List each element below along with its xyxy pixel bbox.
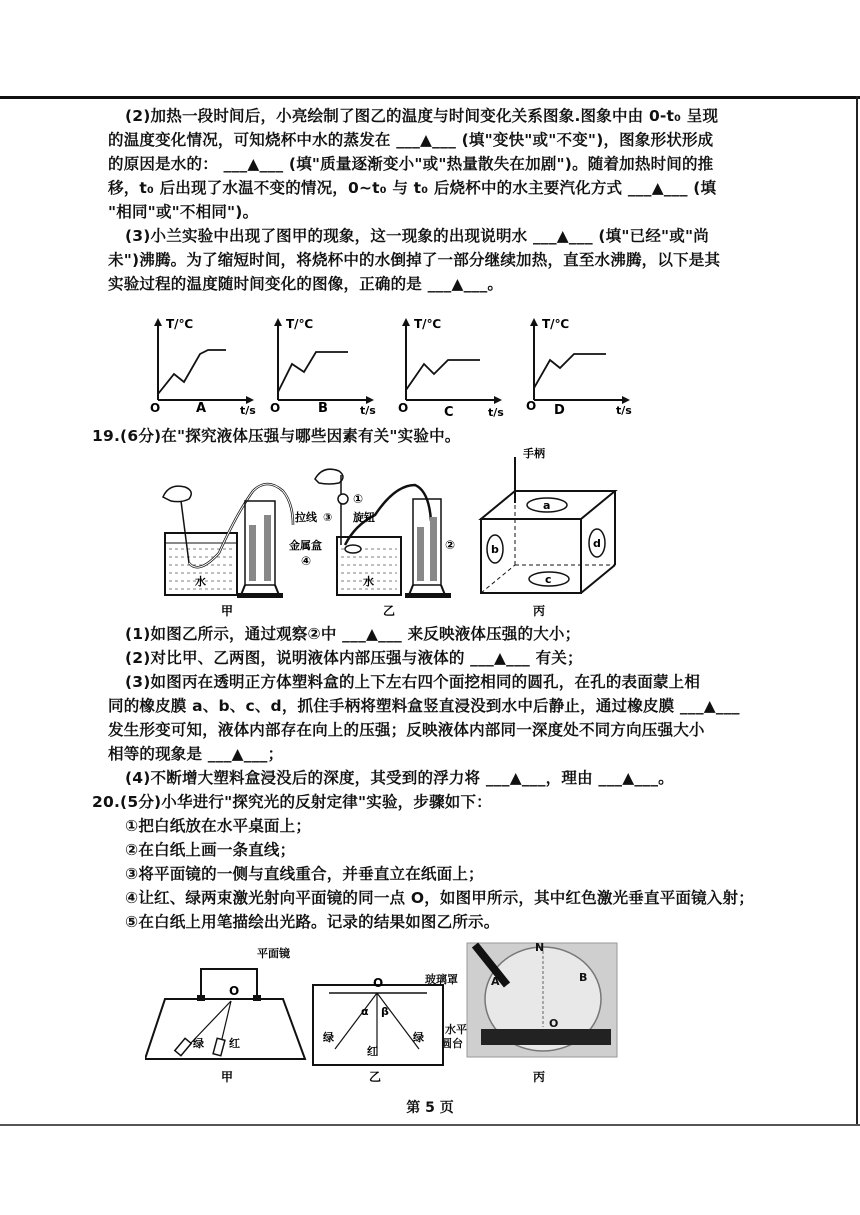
q19-title: 19.(6分)在"探究液体压强与哪些因素有关"实验中。 — [92, 427, 461, 445]
q20-figure-jia — [145, 946, 305, 1084]
q20-step4: ④让红、绿两束激光射向平面镜的同一点 O，如图甲所示，其中红色激光垂直平面镜入射； — [125, 889, 754, 907]
q20-bing-caption: 丙 — [533, 1070, 546, 1084]
q20-bing-o-label: O — [549, 1017, 559, 1030]
q20-yi-caption: 乙 — [369, 1070, 382, 1084]
yi-knob-label: 旋钮 — [353, 511, 375, 524]
bing-caption: 丙 — [533, 604, 546, 618]
graph-d-ylabel: T/℃ — [542, 317, 570, 331]
graph-b-ylabel: T/℃ — [286, 317, 314, 331]
q20-figure-yi — [313, 976, 443, 1084]
q20-yi-alpha: α — [361, 1005, 369, 1018]
q18-part3-line2: 未")沸腾。为了缩短时间，将烧杯中的水倒掉了一部分继续加热，直至水沸腾，以下是其 — [108, 251, 721, 269]
yi-pull-line-label: 拉线 — [295, 511, 317, 524]
q20-yi-green2: 绿 — [413, 1031, 424, 1044]
q20-jia-red-label: 红 — [229, 1037, 240, 1050]
q20-step2: ②在白纸上画一条直线； — [125, 841, 296, 859]
q20-bing-a-label: A — [491, 975, 500, 988]
q20-bing-horizontal-label: 水平 — [445, 1023, 467, 1036]
q18-part3-line1: (3)小兰实验中出现了图甲的现象，这一现象的出现说明水 ___▲___ (填"已经"或"尚 — [125, 227, 709, 245]
graph-d-origin: O — [526, 399, 537, 413]
yi-circle2: ② — [445, 538, 456, 552]
q18-part2-line3: 的原因是水的： ___▲___ (填"质量逐渐变小"或"热量散失在加剧")。随着加热时间的推 — [108, 155, 714, 173]
figure-bing — [481, 446, 615, 618]
q19-line3: (3)如图丙在透明正方体塑料盒的上下左右四个面挖相同的圆孔，在孔的表面蒙上相 — [125, 673, 701, 691]
q20-bing-glass-label: 玻璃罩 — [425, 973, 458, 986]
yi-caption: 乙 — [383, 604, 396, 618]
graph-a — [150, 317, 256, 417]
page-number: 第 5 页 — [406, 1100, 454, 1116]
q20-jia-mirror-label: 平面镜 — [257, 947, 290, 960]
yi-circle1: ① — [353, 492, 364, 506]
q19-line5: 发生形变可知，液体内部存在向上的压强；反映液体内部同一深度处不同方向压强大小 — [108, 721, 705, 739]
q19-line7: (4)不断增大塑料盒浸没后的深度，其受到的浮力将 ___▲___，理由 ___▲___。 — [125, 769, 674, 787]
q20-jia-green-label: 绿 — [193, 1037, 204, 1050]
membrane-b-label: b — [491, 543, 499, 556]
graph-b-option: B — [318, 401, 328, 416]
yi-circle4: ④ — [301, 554, 312, 568]
graph-c-option: C — [444, 405, 454, 420]
q20-step5: ⑤在白纸上用笔描绘出光路。记录的结果如图乙所示。 — [125, 913, 500, 931]
figure-jia — [163, 484, 293, 618]
jia-caption: 甲 — [221, 604, 234, 618]
q19-figures — [145, 445, 625, 620]
graph-d — [526, 317, 632, 418]
graph-c-ylabel: T/℃ — [414, 317, 442, 331]
q20-title: 20.(5分)小华进行"探究光的反射定律"实验，步骤如下： — [92, 793, 492, 811]
q20-bing-disc-label: 圆台 — [441, 1037, 463, 1050]
q20-yi-o-label: O — [373, 976, 384, 990]
bing-handle-label: 手柄 — [523, 447, 545, 460]
membrane-a-label: a — [543, 499, 551, 512]
scan-bottom-edge — [0, 1124, 860, 1126]
graph-b-xlabel: t/s — [360, 404, 376, 417]
q20-yi-beta: β — [381, 1005, 389, 1018]
graph-c-xlabel: t/s — [488, 406, 504, 419]
graph-b-origin: O — [270, 401, 281, 415]
q20-step3: ③将平面镜的一侧与直线重合，并垂直立在纸面上； — [125, 865, 484, 883]
q18-part2-line4: 移，t₀ 后出现了水温不变的情况，0~t₀ 与 t₀ 后烧杯中的水主要汽化方式 ___▲___ (填 — [108, 179, 717, 197]
temperature-graphs — [140, 312, 660, 420]
q20-yi-green1: 绿 — [323, 1031, 334, 1044]
graph-a-option: A — [196, 401, 207, 416]
q20-jia-caption: 甲 — [221, 1070, 234, 1084]
q20-bing-n-label: N — [535, 941, 545, 954]
q20-figure-bing — [425, 941, 617, 1084]
graph-a-ylabel: T/℃ — [166, 317, 194, 331]
scan-edge — [856, 96, 858, 1126]
yi-water-label: 水 — [363, 575, 374, 588]
figure-yi — [289, 469, 455, 618]
q18-part2-line2: 的温度变化情况，可知烧杯中水的蒸发在 ___▲___ (填"变快"或"不变")，图象形状形成 — [108, 131, 714, 149]
graph-a-xlabel: t/s — [240, 404, 256, 417]
graph-a-origin: O — [150, 401, 161, 415]
graph-c-origin: O — [398, 401, 409, 415]
q20-figures — [145, 935, 625, 1085]
q19-line1: (1)如图乙所示，通过观察②中 ___▲___ 来反映液体压强的大小； — [125, 625, 581, 643]
graph-d-xlabel: t/s — [616, 404, 632, 417]
q20-bing-b-label: B — [579, 971, 588, 984]
q19-line4: 同的橡皮膜 a、b、c、d，抓住手柄将塑料盒竖直浸没到水中后静止，通过橡皮膜 ___▲___ — [108, 697, 740, 715]
membrane-c-label: c — [545, 573, 552, 586]
q19-line2: (2)对比甲、乙两图，说明液体内部压强与液体的 ___▲___ 有关； — [125, 649, 583, 667]
yi-metal-box-label: 金属盒 — [289, 539, 322, 552]
q20-jia-o-label: O — [229, 984, 240, 998]
graph-c — [398, 317, 504, 420]
graph-b — [270, 317, 376, 417]
q20-step1: ①把白纸放在水平桌面上； — [125, 817, 312, 835]
jia-water-label: 水 — [195, 575, 206, 588]
q20-yi-red: 红 — [367, 1045, 378, 1058]
q18-part3-line3: 实验过程的温度随时间变化的图像，正确的是 ___▲___。 — [108, 275, 504, 293]
yi-circle3: ③ — [323, 511, 333, 524]
page-top-border — [0, 96, 860, 99]
q18-part2-line5: "相同"或"不相同")。 — [108, 203, 259, 221]
q18-part2-line1: (2)加热一段时间后，小亮绘制了图乙的温度与时间变化关系图象.图象中由 0-t₀ 呈现 — [125, 107, 719, 125]
q19-line6: 相等的现象是 ___▲___； — [108, 745, 284, 763]
graph-d-option: D — [554, 403, 565, 418]
membrane-d-label: d — [593, 537, 601, 550]
